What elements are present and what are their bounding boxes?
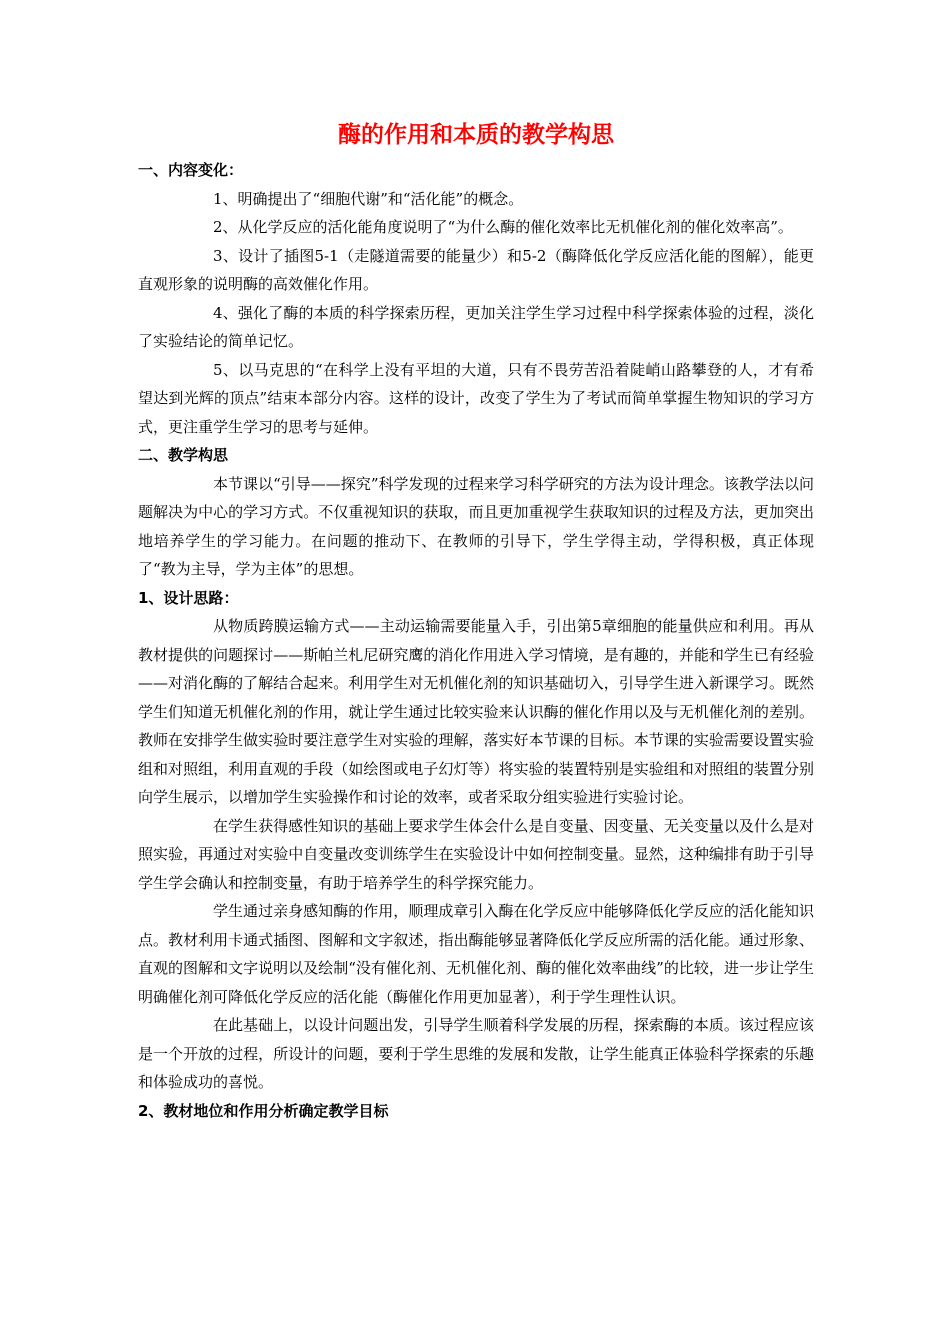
paragraph: 5、以马克思的“在科学上没有平坦的大道，只有不畏劳苦沿着陡峭山路攀登的人，才有希望达到光辉的顶点”结束本部分内容。这样的设计，改变了学生为了考试而简单掌握生物知识的学习方式，更注重学生学习的思考与延伸。 [138,360,814,436]
paragraph: 4、强化了酶的本质的科学探索历程，更加关注学生学习过程中科学探索体验的过程，淡化了实验结论的简单记忆。 [138,303,814,350]
section-heading-design-ideas: 1、设计思路： [138,588,239,607]
paragraph: 2、从化学反应的活化能角度说明了“为什么酶的催化效率比无机催化剂的催化效率高”。 [213,218,793,236]
paragraph: 3、设计了插图5-1（走隧道需要的能量少）和5-2（酶降低化学反应活化能的图解），能更直观形象的说明酶的高效催化作用。 [138,246,814,293]
document-title: 酶的作用和本质的教学构思 [338,122,614,148]
paragraph: 1、明确提出了“细胞代谢”和“活化能”的概念。 [213,189,524,208]
paragraph: 学生通过亲身感知酶的作用，顺理成章引入酶在化学反应中能够降低化学反应的活化能知识点。教材利用卡通式插图、图解和文字叙述，指出酶能够显著降低化学反应所需的活化能。通过形象、直观的图解和文字说明以及绘制“没有催化剂、无机催化剂、酶的催化效率曲线”的比较，进一步让学生明确催化剂可降低化学反应的活化能（酶催化作用更加显著），利于学生理性认识。 [138,902,814,1006]
paragraph: 在此基础上，以设计问题出发，引导学生顺着科学发展的历程，探索酶的本质。该过程应该是一个开放的过程，所设计的问题，要利于学生思维的发展和发散，让学生能真正体验科学探索的乐趣和体验成功的喜悦。 [138,1016,814,1091]
section-heading-content-changes: 一、内容变化： [138,161,244,179]
document-body [138,118,814,1125]
paragraph: 本节课以“引导——探究”科学发现的过程来学习科学研究的方法为设计理念。该教学法以问题解决为中心的学习方式。不仅重视知识的获取，而且更加重视学生获取知识的过程及方法，更加突出地培养学生的学习能力。在问题的推动下、在教师的引导下，学生学得主动，学得积极，真正体现了“教为主导，学为主体”的思想。 [138,474,814,578]
section-heading-teaching-goals: 2、教材地位和作用分析确定教学目标 [138,1101,389,1120]
section-heading-teaching-concept: 二、教学构思 [138,446,229,464]
paragraph: 从物质跨膜运输方式——主动运输需要能量入手，引出第5章细胞的能量供应和利用。再从教材提供的问题探讨——斯帕兰札尼研究鹰的消化作用进入学习情境，是有趣的，并能和学生已有经验——对消化酶的了解结合起来。利用学生对无机催化剂的知识基础切入，引导学生进入新课学习。既然学生们知道无机催化剂的作用，就让学生通过比较实验来认识酶的催化作用以及与无机催化剂的差别。教师在安排学生做实验时要注意学生对实验的理解，落实好本节课的目标。本节课的实验需要设置实验组和对照组，利用直观的手段（如绘图或电子幻灯等）将实验的装置特别是实验组和对照组的装置分别向学生展示，以增加学生实验操作和讨论的效率，或者采取分组实验进行实验讨论。 [138,617,814,806]
paragraph: 在学生获得感性知识的基础上要求学生体会什么是自变量、因变量、无关变量以及什么是对照实验，再通过对实验中自变量改变训练学生在实验设计中如何控制变量。显然，这种编排有助于引导学生学会确认和控制变量，有助于培养学生的科学探究能力。 [138,816,814,892]
